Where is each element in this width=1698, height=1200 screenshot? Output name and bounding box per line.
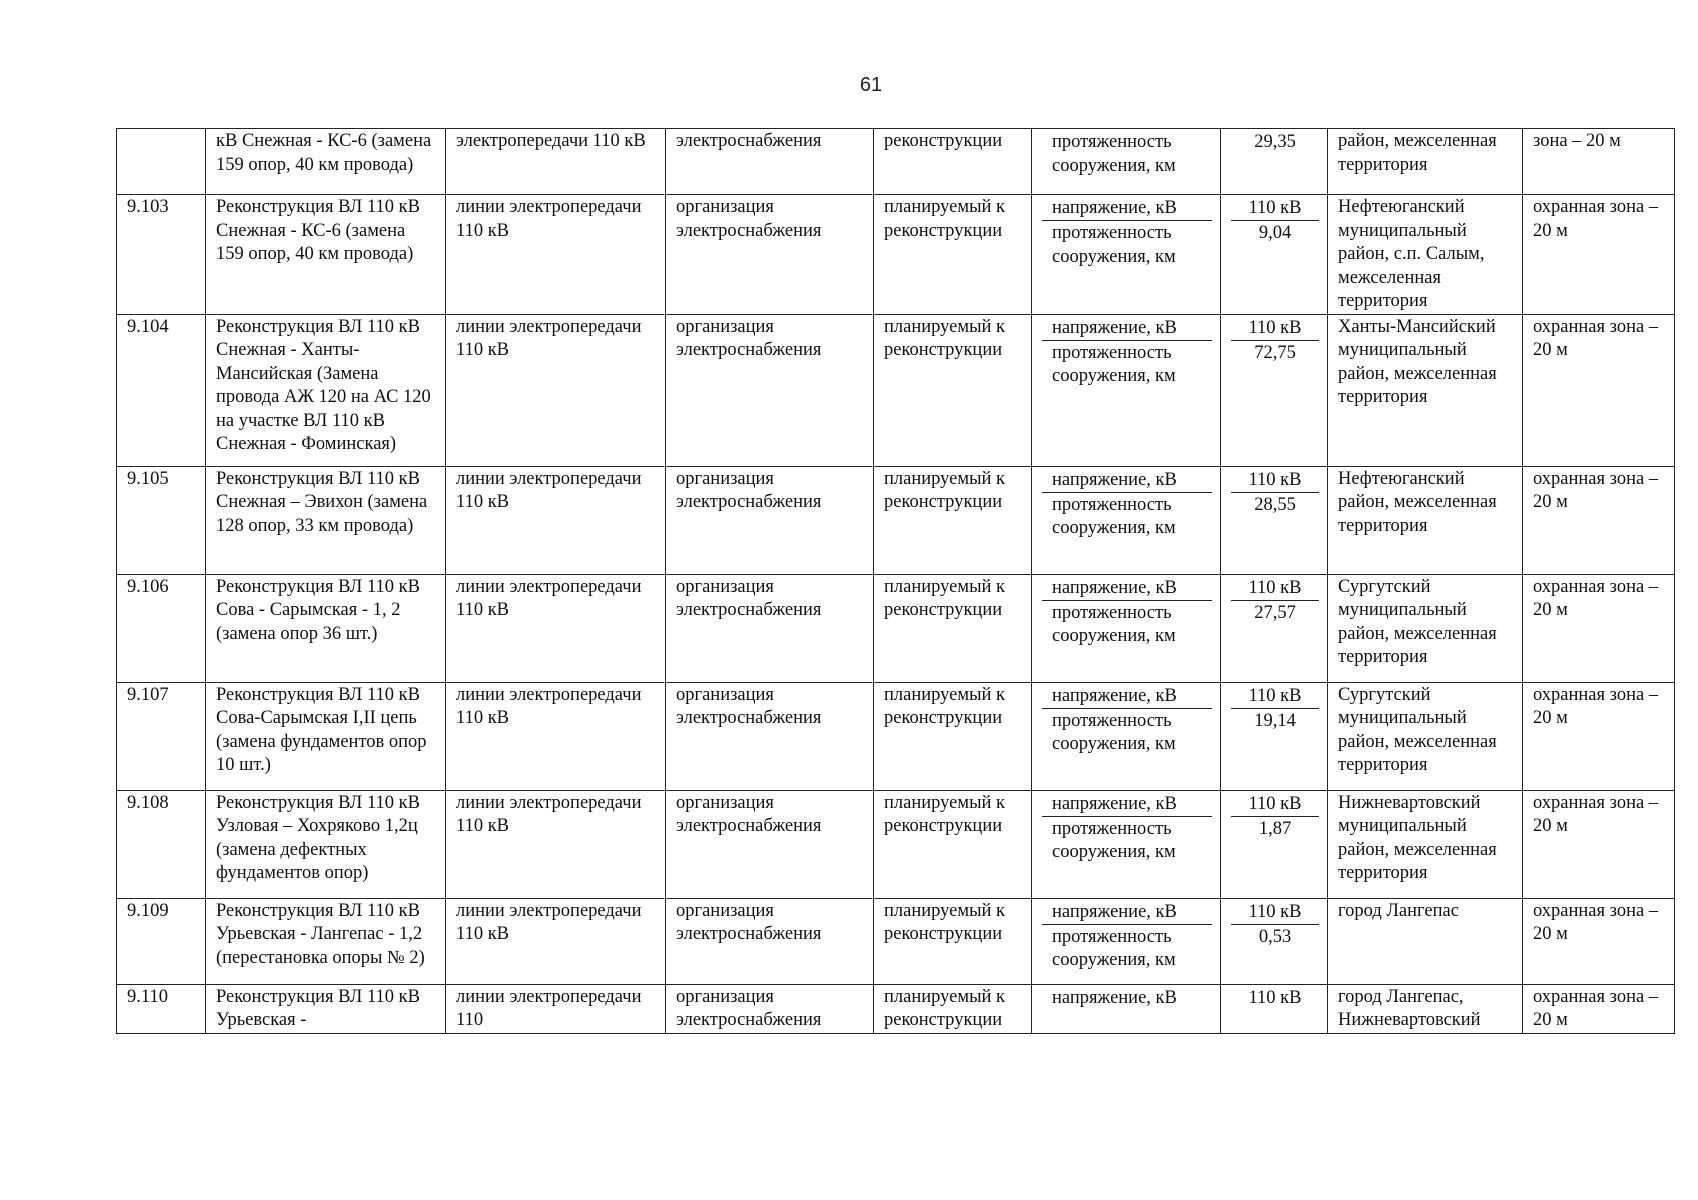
object-name: Реконструкция ВЛ 110 кВ Снежная - КС-6 (замена 159 опор, 40 км провода): [206, 195, 446, 315]
object-name: Реконструкция ВЛ 110 кВ Снежная – Эвихон (замена 128 опор, 33 км провода): [206, 466, 446, 574]
value-bottom: 27,57: [1254, 602, 1296, 623]
value-bottom: [1231, 1010, 1319, 1011]
object-type: линии электропередачи 110: [446, 984, 666, 1033]
characteristic-top: напряжение, кВ: [1042, 576, 1212, 601]
protection-zone: охранная зона – 20 м: [1523, 898, 1675, 984]
table-row: [117, 466, 1675, 574]
value-top: 110 кВ: [1231, 196, 1319, 221]
values-cell: [1221, 195, 1328, 315]
row-number: 9.107: [117, 682, 206, 790]
object-name: кВ Снежная - КС-6 (замена 159 опор, 40 км провода): [206, 129, 446, 195]
row-number: 9.105: [117, 466, 206, 574]
value-top: 110 кВ: [1248, 987, 1302, 1008]
value-top: 110 кВ: [1231, 468, 1319, 493]
object-location: Сургутский муниципальный район, межселенная территория: [1328, 574, 1523, 682]
values-cell: [1221, 984, 1328, 1033]
object-location: Нижневартовский муниципальный район, межселенная территория: [1328, 790, 1523, 898]
value-bottom: [1231, 155, 1319, 156]
table-row: [117, 314, 1675, 466]
characteristic-top: напряжение, кВ: [1042, 196, 1212, 221]
characteristics-cell: [1032, 984, 1221, 1033]
characteristic-bottom: протяженность сооружения, км: [1052, 602, 1176, 646]
value-bottom: 28,55: [1254, 494, 1296, 515]
characteristics-cell: [1032, 790, 1221, 898]
characteristics-cell: [1032, 682, 1221, 790]
object-status: планируемый к реконструкции: [874, 314, 1032, 466]
protection-zone: охранная зона – 20 м: [1523, 314, 1675, 466]
object-name: Реконструкция ВЛ 110 кВ Урьевская - Лангепас - 1,2 (перестановка опоры № 2): [206, 898, 446, 984]
row-number: 9.109: [117, 898, 206, 984]
object-status: реконструкции: [874, 129, 1032, 195]
value-bottom: 9,04: [1258, 223, 1292, 243]
characteristic-top: напряжение, кВ: [1042, 468, 1212, 493]
value-top: 110 кВ: [1231, 316, 1319, 341]
object-location: город Лангепас: [1328, 898, 1523, 984]
characteristic-bottom: [1042, 1010, 1212, 1011]
value-bottom: 72,75: [1254, 342, 1296, 363]
object-purpose: организация электроснабжения: [666, 466, 874, 574]
object-purpose: организация электроснабжения: [666, 790, 874, 898]
object-status: планируемый к реконструкции: [874, 984, 1032, 1033]
object-name: Реконструкция ВЛ 110 кВ Урьевская -: [206, 984, 446, 1033]
characteristic-bottom: протяженность сооружения, км: [1052, 342, 1176, 386]
objects-table: [116, 128, 1675, 1034]
table-row: [117, 195, 1675, 315]
characteristic-bottom: протяженность сооружения, км: [1052, 494, 1176, 538]
page-number: 61: [859, 74, 883, 96]
table-row: [117, 790, 1675, 898]
object-status: планируемый к реконструкции: [874, 682, 1032, 790]
characteristics-cell: [1032, 314, 1221, 466]
object-purpose: организация электроснабжения: [666, 984, 874, 1033]
table-row: [117, 129, 1675, 195]
object-type: линии электропередачи 110 кВ: [446, 790, 666, 898]
value-top: 110 кВ: [1231, 684, 1319, 709]
object-type: линии электропередачи 110 кВ: [446, 466, 666, 574]
object-type: линии электропередачи 110 кВ: [446, 314, 666, 466]
object-type: линии электропередачи 110 кВ: [446, 195, 666, 315]
table-row: [117, 984, 1675, 1033]
characteristic-top: напряжение, кВ: [1042, 684, 1212, 709]
value-top: 110 кВ: [1231, 792, 1319, 817]
characteristics-cell: [1032, 898, 1221, 984]
object-name: Реконструкция ВЛ 110 кВ Сова - Сарымская - 1, 2 (замена опор 36 шт.): [206, 574, 446, 682]
characteristic-top: напряжение, кВ: [1042, 316, 1212, 341]
object-name: Реконструкция ВЛ 110 кВ Узловая – Хохряково 1,2ц (замена дефектных фундаментов опор): [206, 790, 446, 898]
object-purpose: организация электроснабжения: [666, 195, 874, 315]
row-number: 9.110: [117, 984, 206, 1033]
object-name: Реконструкция ВЛ 110 кВ Сова-Сарымская I,II цепь (замена фундаментов опор 10 шт.): [206, 682, 446, 790]
protection-zone: охранная зона – 20 м: [1523, 682, 1675, 790]
value-bottom: 0,53: [1258, 926, 1292, 947]
characteristics-cell: [1032, 466, 1221, 574]
characteristic-top: напряжение, кВ: [1042, 792, 1212, 817]
object-status: планируемый к реконструкции: [874, 195, 1032, 315]
value-bottom: 19,14: [1254, 710, 1296, 731]
characteristic-bottom: [1042, 178, 1212, 179]
object-location: Нефтеюганский муниципальный район, с.п. Салым, межселенная территория: [1328, 195, 1523, 315]
row-number: 9.108: [117, 790, 206, 898]
object-purpose: организация электроснабжения: [666, 574, 874, 682]
values-cell: [1221, 682, 1328, 790]
values-cell: [1221, 574, 1328, 682]
object-purpose: организация электроснабжения: [666, 682, 874, 790]
object-location: Нефтеюганский район, межселенная территория: [1328, 466, 1523, 574]
characteristics-cell: [1032, 129, 1221, 195]
values-cell: [1221, 129, 1328, 195]
object-status: планируемый к реконструкции: [874, 574, 1032, 682]
values-cell: [1221, 314, 1328, 466]
characteristic-top: напряжение, кВ: [1052, 987, 1177, 1008]
values-cell: [1221, 898, 1328, 984]
characteristic-bottom: протяженность сооружения, км: [1052, 818, 1176, 862]
object-purpose: электроснабжения: [666, 129, 874, 195]
protection-zone: охранная зона – 20 м: [1523, 984, 1675, 1033]
protection-zone: охранная зона – 20 м: [1523, 574, 1675, 682]
table-body: [117, 129, 1675, 1034]
characteristics-cell: [1032, 574, 1221, 682]
table-row: [117, 574, 1675, 682]
object-status: планируемый к реконструкции: [874, 898, 1032, 984]
object-type: линии электропередачи 110 кВ: [446, 682, 666, 790]
object-location: Сургутский муниципальный район, межселенная территория: [1328, 682, 1523, 790]
object-purpose: организация электроснабжения: [666, 898, 874, 984]
object-purpose: организация электроснабжения: [666, 314, 874, 466]
value-bottom: 1,87: [1258, 818, 1292, 839]
row-number: 9.103: [117, 195, 206, 315]
characteristic-bottom: протяженность сооружения, км: [1052, 223, 1176, 267]
object-status: планируемый к реконструкции: [874, 790, 1032, 898]
table-row: [117, 682, 1675, 790]
characteristic-top: напряжение, кВ: [1042, 900, 1212, 925]
object-location: город Лангепас, Нижневартовский: [1328, 984, 1523, 1033]
values-cell: [1221, 790, 1328, 898]
object-location: район, межселенная территория: [1328, 129, 1523, 195]
values-cell: [1221, 466, 1328, 574]
object-type: линии электропередачи 110 кВ: [446, 574, 666, 682]
row-number: [117, 129, 206, 195]
object-type: электропередачи 110 кВ: [446, 129, 666, 195]
characteristic-bottom: протяженность сооружения, км: [1052, 710, 1176, 754]
protection-zone: охранная зона – 20 м: [1523, 466, 1675, 574]
object-status: планируемый к реконструкции: [874, 466, 1032, 574]
protection-zone: охранная зона – 20 м: [1523, 195, 1675, 315]
characteristic-bottom: протяженность сооружения, км: [1052, 926, 1176, 970]
object-location: Ханты-Мансийский муниципальный район, межселенная территория: [1328, 314, 1523, 466]
row-number: 9.104: [117, 314, 206, 466]
characteristic-top: протяженность сооружения, км: [1052, 132, 1176, 176]
value-top: 29,35: [1254, 132, 1296, 152]
object-type: линии электропередачи 110 кВ: [446, 898, 666, 984]
characteristics-cell: [1032, 195, 1221, 315]
protection-zone: зона – 20 м: [1523, 129, 1675, 195]
protection-zone: охранная зона – 20 м: [1523, 790, 1675, 898]
object-name: Реконструкция ВЛ 110 кВ Снежная - Ханты-Мансийская (Замена провода АЖ 120 на АС 120 на участке ВЛ 110 кВ Снежная - Фоминская): [206, 314, 446, 466]
value-top: 110 кВ: [1231, 576, 1319, 601]
value-top: 110 кВ: [1231, 900, 1319, 925]
table-row: [117, 898, 1675, 984]
row-number: 9.106: [117, 574, 206, 682]
